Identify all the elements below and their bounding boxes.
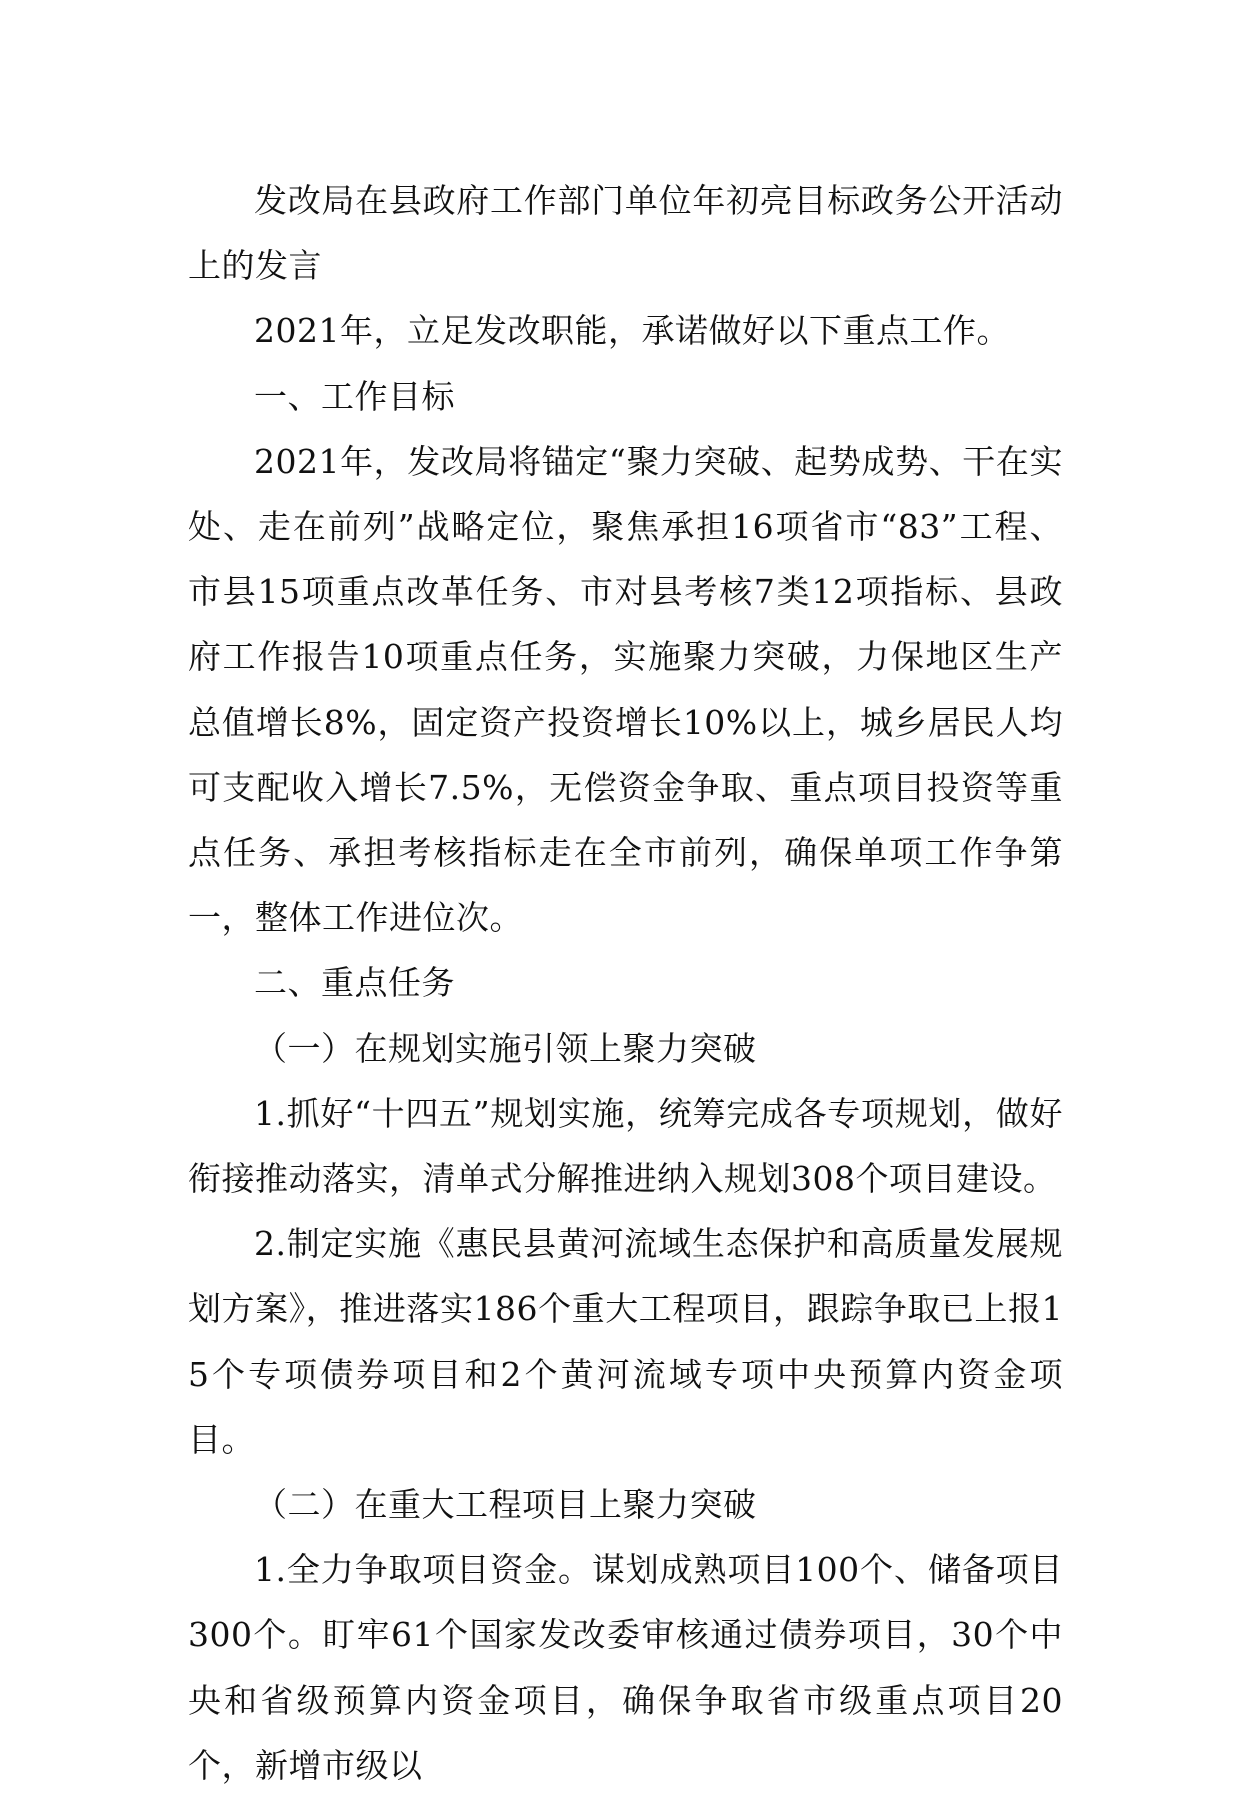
section-1-heading: 一、工作目标 [254, 376, 455, 416]
section-2-heading: 二、重点任务 [254, 963, 455, 1003]
subsection-1-item-1: 1.抓好“十四五”规划实施，统筹完成各专项规划，做好衔接推动落实，清单式分解推进纳入规划308个项目建设。 [188, 1093, 1063, 1199]
subsection-1-heading: （一）在规划实施引领上聚力突破 [254, 1028, 757, 1068]
document-body [188, 168, 1063, 1798]
subsection-2-item-1: 1.全力争取项目资金。谋划成熟项目100个、储备项目300个。盯牢61个国家发改委审核通过债券项目，30个中央和省级预算内资金项目，确保争取省市级重点项目20个，新增市级以 [188, 1550, 1063, 1785]
subsection-1-item-2: 2.制定实施《惠民县黄河流域生态保护和高质量发展规划方案》，推进落实186个重大工程项目，跟踪争取已上报15个专项债券项目和2个黄河流域专项中央预算内资金项目。 [188, 1224, 1063, 1459]
section-1-body: 2021年，发改局将锚定“聚力突破、起势成势、干在实处、走在前列”战略定位，聚焦承担16项省市“83”工程、市县15项重点改革任务、市对县考核7类12项指标、县政府工作报告10项重点任务，实施聚力突破，力保地区生产总值增长8%，固定资产投资增长10%以上，城乡居民人均可支配收入增长7.5%，无偿资金争取、重点项目投资等重点任务、承担考核指标走在全市前列，确保单项工作争第一，整体工作进位次。 [188, 441, 1063, 938]
intro-paragraph: 2021年，立足发改职能，承诺做好以下重点工作。 [254, 311, 1010, 351]
subsection-2-heading: （二）在重大工程项目上聚力突破 [254, 1485, 757, 1525]
document-title: 发改局在县政府工作部门单位年初亮目标政务公开活动上的发言 [188, 181, 1063, 286]
